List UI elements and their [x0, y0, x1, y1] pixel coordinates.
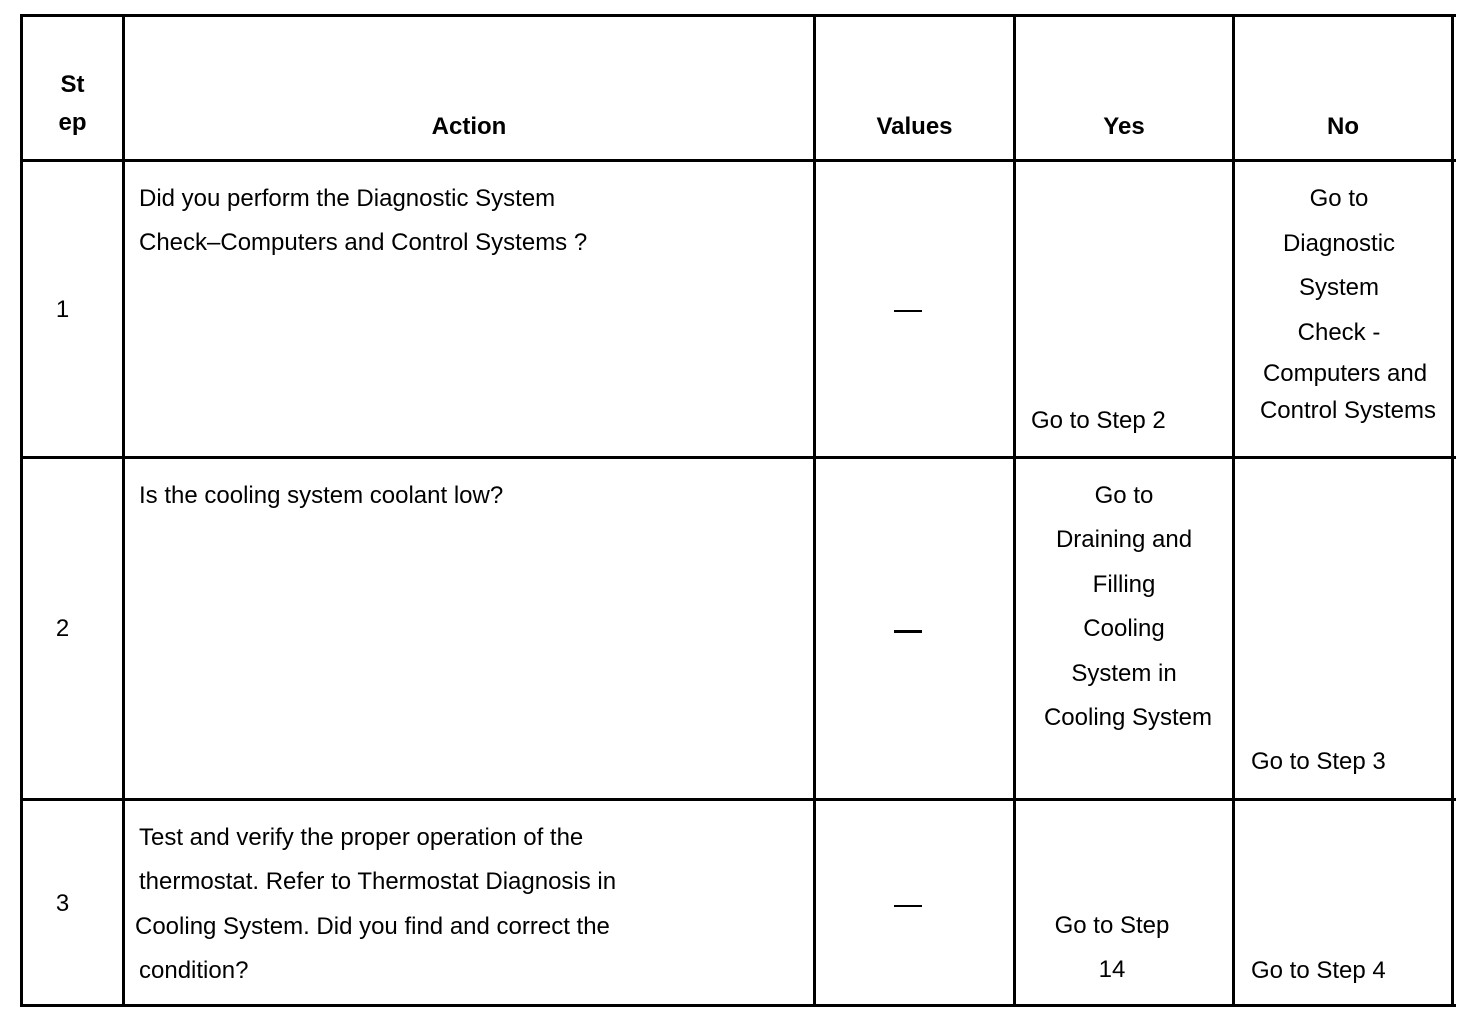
row-2-action-line-1: Is the cooling system coolant low? — [139, 482, 504, 509]
column-divider-yes — [1232, 14, 1235, 1007]
row-3-no: Go to Step 4 — [1251, 957, 1386, 984]
row-1-action — [139, 177, 587, 265]
row-divider-1 — [20, 456, 1456, 459]
header-step-line1: St — [60, 71, 85, 98]
table-border-left — [20, 14, 23, 1007]
table-border-top — [20, 14, 1456, 17]
row-3-yes-line-2: 14 — [1098, 956, 1126, 983]
column-divider-step — [122, 14, 125, 1007]
row-1-no-line-1: Go to — [1309, 185, 1369, 212]
row-3-step: 3 — [55, 890, 70, 917]
row-1-no-line-5: Computers and — [1262, 360, 1428, 387]
row-1-value-dash — [894, 310, 922, 312]
row-2-yes-line-1: Go to — [1094, 482, 1154, 509]
table-border-right — [1451, 14, 1454, 1007]
header-divider — [20, 159, 1456, 162]
row-2-no: Go to Step 3 — [1251, 748, 1386, 775]
row-1-action-line-2: Check–Computers and Control Systems ? — [139, 229, 588, 256]
row-1-yes: Go to Step 2 — [1031, 407, 1166, 434]
table-border-bottom — [20, 1004, 1456, 1007]
row-2-yes-line-4: Cooling — [1083, 615, 1165, 643]
row-2-yes-line-3: Filling — [1092, 570, 1156, 598]
diagnostic-table — [20, 14, 1456, 1007]
row-2-action — [139, 474, 503, 518]
row-divider-2 — [20, 798, 1456, 801]
row-3-yes-line-1: Go to Step — [1054, 912, 1170, 939]
row-1-step: 1 — [55, 296, 70, 323]
row-1-no — [1235, 177, 1461, 429]
row-1-no-line-6: Control Systems — [1259, 397, 1437, 424]
row-1-action-line-1: Did you perform the Diagnostic System — [139, 185, 556, 212]
row-3-action-line-3: Cooling System. Did you find and correct the — [135, 912, 610, 940]
header-step-line2: ep — [58, 109, 87, 136]
column-divider-action — [813, 14, 816, 1007]
row-1-no-line-4: Check - — [1297, 318, 1381, 346]
header-values: Values — [876, 113, 953, 140]
row-1-no-line-3: System — [1298, 274, 1379, 301]
row-2-yes — [1016, 474, 1232, 740]
row-3-value-dash — [894, 905, 922, 907]
row-3-yes — [1016, 904, 1208, 992]
row-1-no-line-2: Diagnostic — [1282, 229, 1396, 257]
row-3-action-line-4: condition? — [139, 956, 249, 984]
row-2-yes-line-2: Draining and — [1055, 526, 1193, 554]
row-3-action-line-1: Test and verify the proper operation of the — [139, 824, 584, 851]
row-2-value-dash — [894, 630, 922, 633]
row-2-yes-line-6: Cooling System — [1043, 704, 1213, 732]
row-2-step: 2 — [55, 615, 70, 642]
header-step — [23, 66, 122, 142]
row-2-yes-line-5: System in — [1071, 659, 1177, 687]
header-yes: Yes — [1103, 113, 1145, 140]
row-3-action — [135, 816, 617, 993]
header-action: Action — [431, 113, 507, 140]
row-3-action-line-2: thermostat. Refer to Thermostat Diagnosis in — [139, 868, 617, 896]
header-no: No — [1327, 113, 1359, 140]
